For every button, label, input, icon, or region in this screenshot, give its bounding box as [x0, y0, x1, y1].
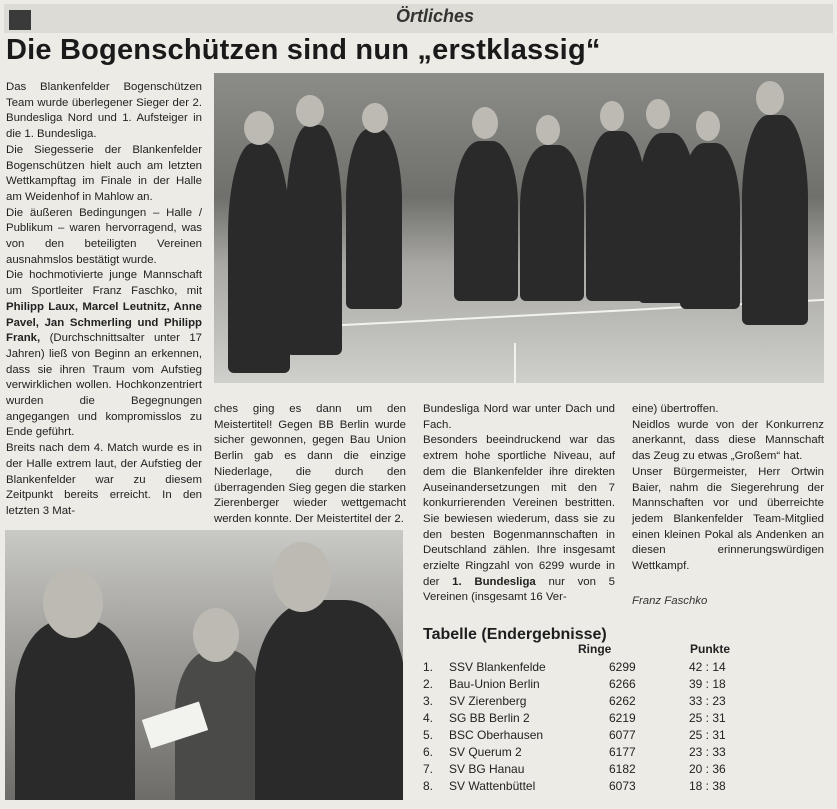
athlete-head	[756, 81, 784, 115]
athlete-figure	[742, 115, 808, 325]
table-row	[423, 745, 726, 762]
mayor-head	[273, 542, 331, 612]
athlete-figure	[586, 131, 646, 301]
athlete-head	[43, 568, 103, 638]
rank: 3.	[423, 694, 434, 708]
points: 33 : 23	[689, 694, 726, 708]
rank: 7.	[423, 762, 434, 776]
team: SG BB Berlin 2	[449, 711, 530, 725]
article-column-3	[423, 402, 615, 606]
rank: 8.	[423, 779, 434, 793]
team: SV BG Hanau	[449, 762, 525, 776]
points: 39 : 18	[689, 677, 726, 691]
person-figure	[286, 125, 342, 355]
col1-paragraph-3: Die äußeren Bedingungen – Halle / Publikum – waren hervorragend, was von den beteiligten Vereinen ausnahmslos bestätigt wurde.	[6, 206, 202, 266]
table-row	[423, 762, 726, 779]
rings: 6219	[609, 711, 636, 725]
table-row	[423, 711, 726, 728]
athlete-figure	[454, 141, 518, 301]
col3-p2-post: nur von 5 Vereinen (insgesamt 16 Ver-	[423, 575, 615, 604]
person-head	[362, 103, 388, 133]
rings-header: Ringe	[578, 642, 612, 656]
person-head	[296, 95, 324, 127]
team: SV Wattenbüttel	[449, 779, 536, 793]
article-column-4	[632, 402, 824, 575]
col1-paragraph-2: Die Siegesserie der Blankenfelder Bogenschützen hielt auch am letzten Wettkampftag im Finale in der Halle am Weidenhof in Mahlow an.	[6, 143, 202, 203]
team: SSV Blankenfelde	[449, 660, 546, 674]
athlete-head	[536, 115, 560, 145]
points: 25 : 31	[689, 728, 726, 742]
col3-paragraph-1: Bundesliga Nord war unter Dach und Fach.	[423, 403, 615, 431]
athlete-figure	[15, 620, 135, 800]
team-members-names: Philipp Laux, Marcel Leutnitz, Anne Pavel, Jan Schmerling und Philipp Frank,	[6, 300, 202, 345]
athlete-head	[472, 107, 498, 139]
league-name: 1. Bundesliga	[452, 575, 536, 588]
team: Bau-Union Berlin	[449, 677, 540, 691]
team-photo	[214, 73, 824, 383]
points: 23 : 33	[689, 745, 726, 759]
team: BSC Oberhausen	[449, 728, 544, 742]
col3-paragraph-2	[423, 433, 615, 606]
rank: 1.	[423, 660, 434, 674]
rank: 4.	[423, 711, 434, 725]
person-figure	[228, 143, 290, 373]
table-row	[423, 677, 726, 694]
floor-line-vertical	[514, 343, 516, 383]
col4-paragraph-2: Neidlos wurde von der Konkurrenz anerkannt, dass diese Mannschaft das Zeug zu etwas „Großem“ hat.	[632, 418, 824, 463]
athlete-head	[696, 111, 720, 141]
rings: 6073	[609, 779, 636, 793]
athlete-figure	[680, 143, 740, 309]
col1-p4-post: (Durchschnittsalter unter 17 Jahren) ließ von Beginn an erkennen, dass sie ihren Traum vom Aufstieg verwirklichen wollen. Hochkonzentriert wurden die Begegnungen angegangen und kompromisslos zu Ende geführt.	[6, 332, 202, 439]
article-author: Franz Faschko	[632, 595, 708, 607]
points: 25 : 31	[689, 711, 726, 725]
points: 18 : 38	[689, 779, 726, 793]
col2-paragraph: ches ging es dann um den Meistertitel! Gegen BB Berlin wurde sicher gewonnen, gegen Bau Union Berlin gab es dann die einzige Niederlage, die durch den überragenden Sieg gegen die starken Zierenberger wieder wettgemacht werden konnte. Der Meistertitel der 2.	[214, 403, 406, 525]
table-row	[423, 660, 726, 677]
team: SV Querum 2	[449, 745, 522, 759]
col1-paragraph-5: Breits nach dem 4. Match wurde es in der Halle extrem laut, der Aufstieg der Blankenfelder war zu diesem Zeitpunkt bereits erreicht. In den letzten 3 Mat-	[6, 442, 202, 517]
person-figure	[346, 129, 402, 309]
section-label: Örtliches	[395, 6, 475, 26]
rings: 6266	[609, 677, 636, 691]
athlete-head	[646, 99, 670, 129]
col4-paragraph-3: Unser Bürgermeister, Herr Ortwin Baier, nahm die Siegerehrung der Mannschaften vor und überreichte jedem Blankenfelder Team-Mitglied einen kleinen Pokal als Andenken an diesen erinnerungswürdigen Wettkampf.	[632, 465, 824, 573]
athlete-figure	[520, 145, 584, 301]
table-row	[423, 779, 726, 796]
mayor-figure	[255, 600, 403, 800]
athlete-head	[600, 101, 624, 131]
col1-paragraph-1: Das Blankenfelder Bogenschützen Team wurde überlegener Sieger der 2. Bundesliga Nord und 1. Aufsteiger in die 1. Bundesliga.	[6, 81, 202, 141]
article-headline: Die Bogenschützen sind nun „erstklassig“	[6, 34, 601, 66]
points: 20 : 36	[689, 762, 726, 776]
col1-p4-pre: Die hochmotivierte junge Mannschaft um Sportleiter Franz Faschko, mit	[6, 269, 202, 298]
rings: 6177	[609, 745, 636, 759]
points-header: Punkte	[690, 642, 731, 656]
rings: 6262	[609, 694, 636, 708]
person-head	[244, 111, 274, 145]
article-column-1	[6, 80, 202, 520]
rings: 6077	[609, 728, 636, 742]
rank: 5.	[423, 728, 434, 742]
rank: 2.	[423, 677, 434, 691]
rank: 6.	[423, 745, 434, 759]
col3-p2-pre: Besonders beeindruckend war das extrem hohe sportliche Niveau, auf dem die Blankenfelder ihre direkten Auseinandersetzungen mit den 7 konkurrierenden Vereinen bestritten. Sie bewiesen wiederum, dass sie zu den besten Bogenmannschaften in Deutschland zählen. Ihre insgesamt erzielte Ringzahl von 6299 wurde in der	[423, 434, 615, 588]
table-row	[423, 694, 726, 711]
award-ceremony-photo	[5, 530, 403, 800]
results-table-title: Tabelle (Endergebnisse)	[423, 626, 607, 643]
col4-paragraph-1: eine) übertroffen.	[632, 403, 719, 415]
section-marker-square	[9, 10, 31, 30]
article-column-2	[214, 402, 406, 528]
person-head	[193, 608, 239, 662]
col1-paragraph-4	[6, 268, 202, 441]
team: SV Zierenberg	[449, 694, 527, 708]
rings: 6182	[609, 762, 636, 776]
table-row	[423, 728, 726, 745]
rings: 6299	[609, 660, 636, 674]
points: 42 : 14	[689, 660, 726, 674]
